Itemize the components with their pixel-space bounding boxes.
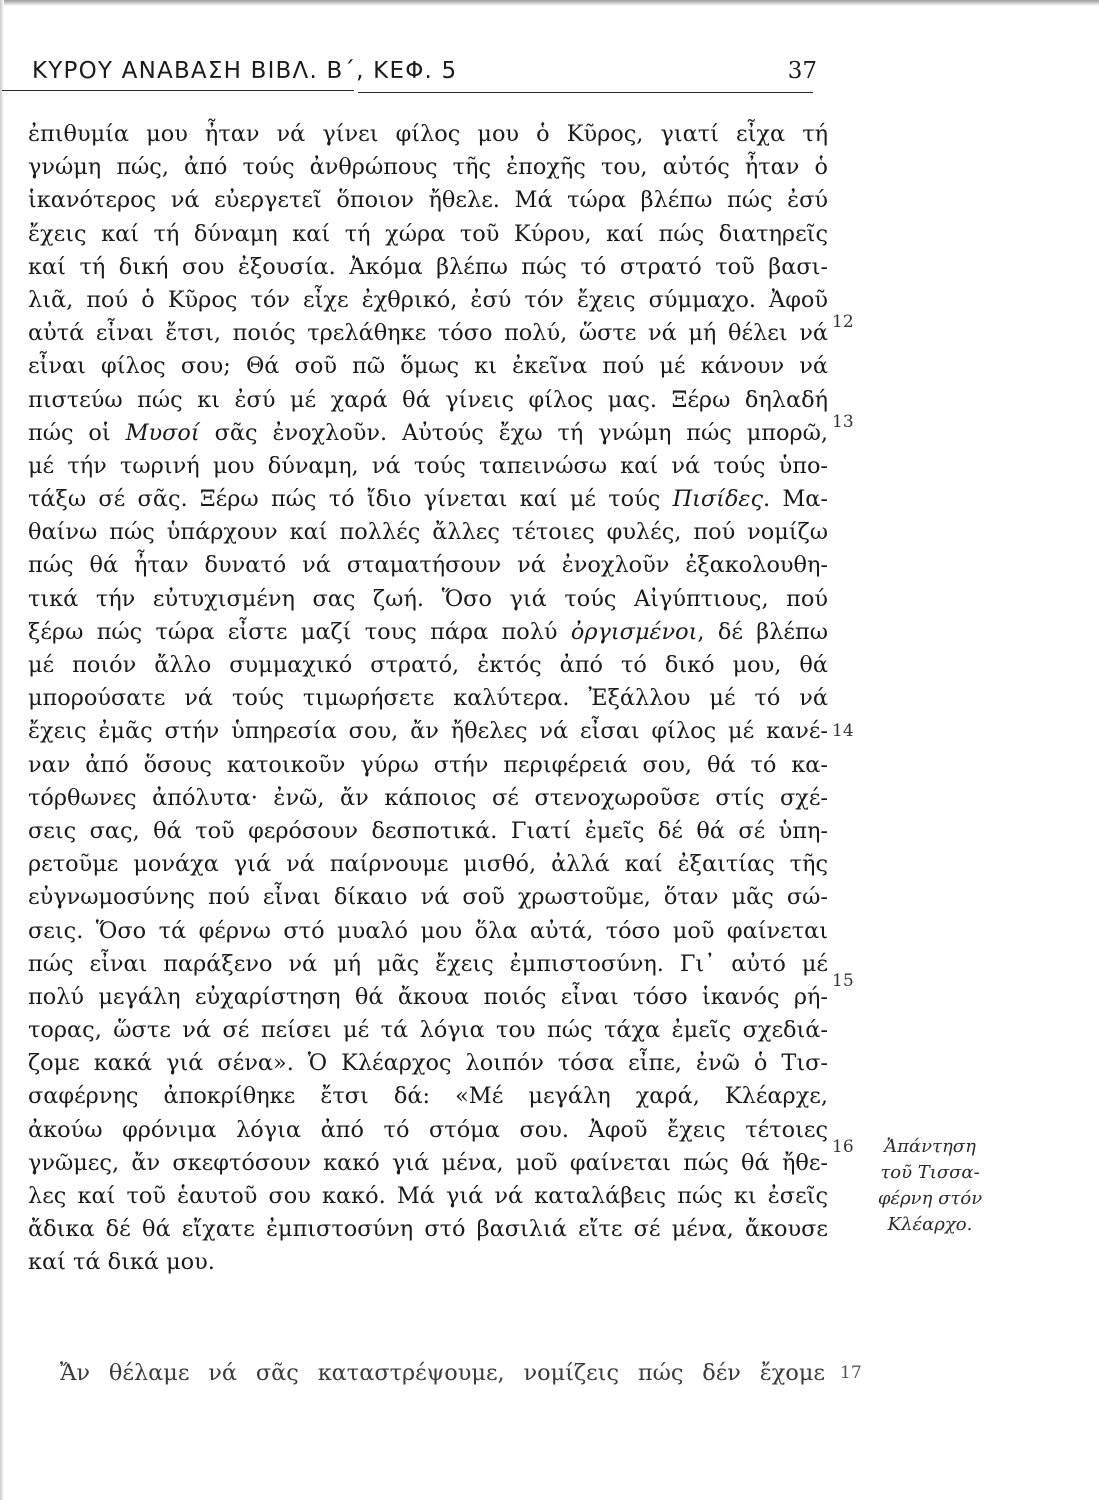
margin-note-line: φέρνη στόν xyxy=(877,1188,983,1209)
header-rule xyxy=(358,92,813,93)
page-number: 37 xyxy=(787,58,817,84)
text-line: σαφέρνης ἀποκρίθηκε ἔτσι δά: «Μέ μεγάλη χαρά, Κλέαρχε, xyxy=(28,1083,828,1110)
scan-edge-left xyxy=(0,0,4,1500)
text-line: πώς εἶναι παράξενο νά μή μᾶς ἔχεις ἐμπιστοσύνη. Γι᾿ αὐτό μέ xyxy=(28,950,828,977)
text-line: πώς θά ἦταν δυνατό νά σταματήσουν νά ἐνοχλοῦν ἐξακολουθη- xyxy=(28,552,828,579)
text-line: ἄδικα δέ θά εἴχατε ἐμπιστοσύνη στό βασιλιά εἴτε σέ μένα, ἄκουσε xyxy=(28,1216,828,1243)
running-head xyxy=(32,58,817,94)
text-line: ἔχεις καί τή δύναμη καί τή χώρα τοῦ Κύρου, καί πώς διατηρεῖς xyxy=(28,220,828,247)
text-line: τορας, ὥστε νά σέ πείσει μέ τά λόγια του πώς τάχα ἐμεῖς σχεδιά- xyxy=(28,1017,828,1044)
section-number: 14 xyxy=(832,721,854,741)
scan-edge-top xyxy=(0,0,1099,6)
text-line: μέ τήν τωρινή μου δύναμη, νά τούς ταπεινώσω καί νά τούς ὑπο- xyxy=(28,452,828,479)
text-line: τόρθωνες ἀπόλυτα· ἐνῶ, ἄν κάποιος σέ στενοχωροῦσε στίς σχέ- xyxy=(28,784,828,811)
text-line: πώς οἱ Μυσοί σᾶς ἐνοχλοῦν. Αὐτούς ἔχω τή γνώμη πώς μπορῶ, xyxy=(28,419,829,446)
text-line: λες καί τοῦ ἑαυτοῦ σου κακό. Μά γιά νά καταλάβεις πώς κι ἐσεῖς xyxy=(28,1183,828,1209)
margin-note-line: Κλέαρχο. xyxy=(887,1214,973,1235)
text-line: εἶναι φίλος σου; Θά σοῦ πῶ ὅμως κι ἐκεῖνα πού μέ κάνουν νά xyxy=(28,353,828,380)
text-line: τάξω σέ σᾶς. Ξέρω πώς τό ἴδιο γίνεται καί μέ τούς Πισίδες. Μα- xyxy=(28,486,828,513)
text-line: ἐπιθυμία μου ἦταν νά γίνει φίλος μου ὁ Κῦρος, γιατί εἶχα τή xyxy=(28,121,828,147)
section-number: 17 xyxy=(840,1363,862,1383)
margin-note xyxy=(870,1134,990,1238)
text-line: ναν ἀπό ὅσους κατοικοῦν γύρω στήν περιφέρειά σου, θά τό κα- xyxy=(28,751,828,778)
section-number: 12 xyxy=(832,312,854,332)
text-line: καί τά δικά μου. xyxy=(28,1249,215,1276)
text-line: σεις σας, θά τοῦ φερόσουν δεσποτικά. Γιατί ἐμεῖς δέ θά σέ ὑπη- xyxy=(28,817,828,844)
text-line: θαίνω πώς ὑπάρχουν καί πολλές ἄλλες τέτοιες φυλές, πού νομίζω xyxy=(28,519,828,546)
section-number: 13 xyxy=(832,412,854,432)
text-line: καί τή δική σου ἐξουσία. Ἀκόμα βλέπω πώς τό στρατό τοῦ βασι- xyxy=(28,253,828,280)
text-line: λιᾶ, πού ὁ Κῦρος τόν εἶχε ἐχθρικό, ἐσύ τόν ἔχεις σύμμαχο. Ἀφοῦ xyxy=(28,286,828,313)
text-line: μπορούσατε νά τούς τιμωρήσετε καλύτερα. Ἐξάλλου μέ τό νά xyxy=(28,685,828,712)
margin-note-line: Ἀπάντηση xyxy=(884,1136,976,1157)
text-line: ἱκανότερος νά εὐεργετεῖ ὅποιον ἤθελε. Μά τώρα βλέπω πώς ἐσύ xyxy=(28,187,828,214)
margin-note-line: τοῦ Τισσα- xyxy=(880,1162,980,1183)
text-line: ἔχεις ἐμᾶς στήν ὑπηρεσία σου, ἄν ἤθελες νά εἶσαι φίλος μέ κανέ- xyxy=(28,718,828,745)
header-rule xyxy=(2,90,354,91)
text-line: πιστεύω πώς κι ἐσύ μέ χαρά θά γίνεις φίλος μας. Ξέρω δηλαδή xyxy=(28,386,828,413)
text-line: αὐτά εἶναι ἔτσι, ποιός τρελάθηκε τόσο πολύ, ὥστε νά μή θέλει νά xyxy=(28,320,828,347)
text-line: γνώμη πώς, ἀπό τούς ἀνθρώπους τῆς ἐποχῆς του, αὐτός ἦταν ὁ xyxy=(28,154,828,181)
next-paragraph-line: Ἄν θέλαμε νά σᾶς καταστρέψουμε, νομίζεις πώς δέν ἔχομε xyxy=(60,1360,825,1386)
text-line: ζομε κακά γιά σένα». Ὁ Κλέαρχος λοιπόν τόσα εἶπε, ἐνῶ ὁ Τισ- xyxy=(28,1050,828,1077)
body-text xyxy=(28,118,828,1280)
text-line: σεις. Ὅσο τά φέρνω στό μυαλό μου ὅλα αὐτά, τόσο μοῦ φαίνεται xyxy=(28,917,828,944)
emphasis: Μυσοί xyxy=(125,419,200,446)
text-line: τικά τήν εὐτυχισμένη σας ζωή. Ὅσο γιά τούς Αἰγύπτιους, πού xyxy=(28,585,828,612)
running-title: ΚΥΡΟΥ ΑΝΑΒΑΣΗ ΒΙΒΛ. Β΄, ΚΕΦ. 5 xyxy=(32,58,458,84)
section-number: 16 xyxy=(832,1137,854,1157)
text-line: μέ ποιόν ἄλλο συμμαχικό στρατό, ἐκτός ἀπό τό δικό μου, θά xyxy=(28,652,828,678)
text-line: ξέρω πώς τώρα εἶστε μαζί τους πάρα πολύ ὀργισμένοι, δέ βλέπω xyxy=(28,618,828,645)
text-line: ρετοῦμε μονάχα γιά νά παίρνουμε μισθό, ἀλλά καί ἐξαιτίας τῆς xyxy=(28,851,828,878)
text-line: ἀκούω φρόνιμα λόγια ἀπό τό στόμα σου. Ἀφοῦ ἔχεις τέτοιες xyxy=(28,1116,828,1143)
text-line: γνῶμες, ἄν σκεφτόσουν κακό γιά μένα, μοῦ φαίνεται πώς θά ἤθε- xyxy=(28,1149,828,1176)
section-number: 15 xyxy=(832,971,854,991)
text-line: πολύ μεγάλη εὐχαρίστηση θά ἄκουα ποιός εἶναι τόσο ἱκανός ρή- xyxy=(28,983,828,1010)
emphasis: ὀργισμένοι xyxy=(570,618,698,645)
text-line: εὐγνωμοσύνης πού εἶναι δίκαιο νά σοῦ χρωστοῦμε, ὅταν μᾶς σώ- xyxy=(28,884,828,911)
emphasis: Πισίδες xyxy=(672,486,763,513)
